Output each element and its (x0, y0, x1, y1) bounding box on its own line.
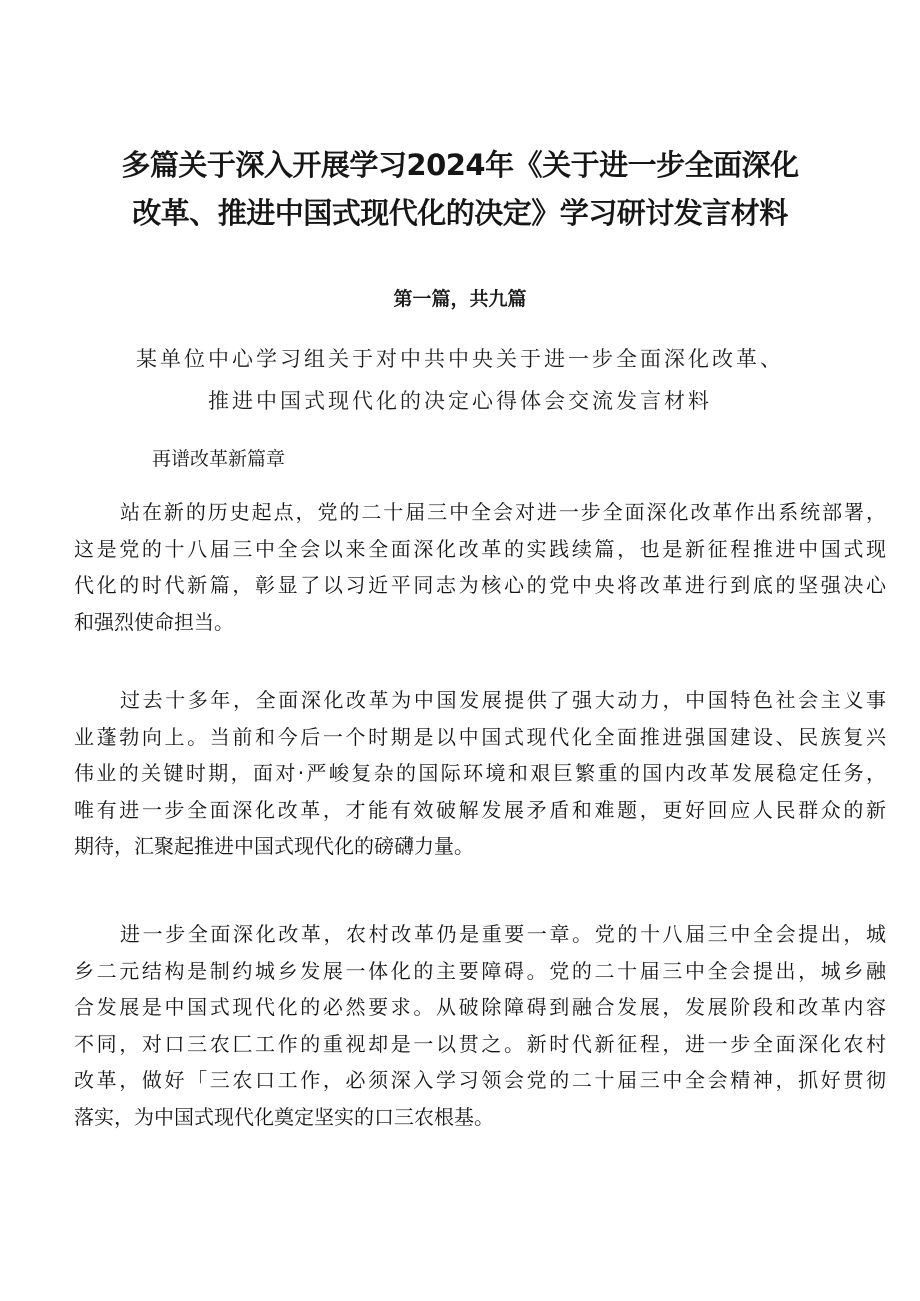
paragraph-line: 不同，对口三农匚工作的重视却是一以贯之。新时代新征程，进一步全面深化农村 (74, 1031, 886, 1056)
subtitle-line: 某单位中心学习组关于对中共中央关于进一步全面深化改革、 (136, 347, 784, 371)
paragraph-line: 这是党的十八届三中全会以来全面深化改革的实践续篇，也是新征程推进中国式现 (74, 536, 886, 561)
paragraph-line: 业蓬勃向上。当前和今后一个时期是以中国式现代化全面推进强国建设、民族复兴 (74, 724, 886, 749)
paragraph-line: 改革，做好「三农口工作，必须深入学习领会党的二十届三中全会精神，抓好贯彻 (74, 1068, 886, 1092)
paragraph-line: 合发展是中国式现代化的必然要求。从破除障碍到融合发展，发展阶段和改革内容 (74, 995, 886, 1019)
paragraph-line: 乡二元结构是制约城乡发展一体化的主要障碍。党的二十届三中全会提出，城乡融 (74, 958, 886, 983)
title-line: 改革、推进中国式现代化的决定》学习研讨发言材料 (132, 196, 788, 231)
paragraph (74, 916, 886, 1135)
document-title (60, 141, 860, 237)
part-label: 第一篇，共九篇 (393, 288, 527, 310)
paragraph-line: 过去十多年，全面深化改革为中国发展提供了强大动力，中国特色社会主义事 (120, 688, 886, 712)
subtitle-line: 推进中国式现代化的决定心得体会交流发言材料 (208, 389, 712, 413)
title-line: 多篇关于深入开展学习2024年《关于进一步全面深化 (121, 148, 799, 183)
paragraph-line: 代化的时代新篇，彰显了以习近平同志为核心的党中央将改革进行到底的坚强决心 (74, 573, 886, 597)
paragraph-line: 期待，汇聚起推进中国式现代化的磅礴力量。 (74, 834, 474, 858)
section-heading: 再谱改革新篇章 (152, 448, 286, 470)
paragraph-line: 落实，为中国式现代化奠定坚实的口三农根基。 (74, 1104, 494, 1129)
paragraph-line: 唯有进一步全面深化改革，才能有效破解发展矛盾和难题，更好回应人民群众的新 (74, 797, 886, 822)
document-subtitle (60, 338, 860, 422)
paragraph (74, 682, 886, 865)
paragraph-line: 进一步全面深化改革，农村改革仍是重要一章。党的十八届三中全会提出，城 (120, 922, 886, 946)
paragraph-line: 站在新的历史起点，党的二十届三中全会对进一步全面深化改革作出系统部署， (120, 500, 886, 524)
paragraph-line: 伟业的关键时期，面对·严峻复杂的国际环境和艰巨繁重的国内改革发展稳定任务， (74, 761, 886, 785)
paragraph-line: 和强烈使命担当。 (74, 609, 234, 634)
paragraph (74, 494, 886, 640)
